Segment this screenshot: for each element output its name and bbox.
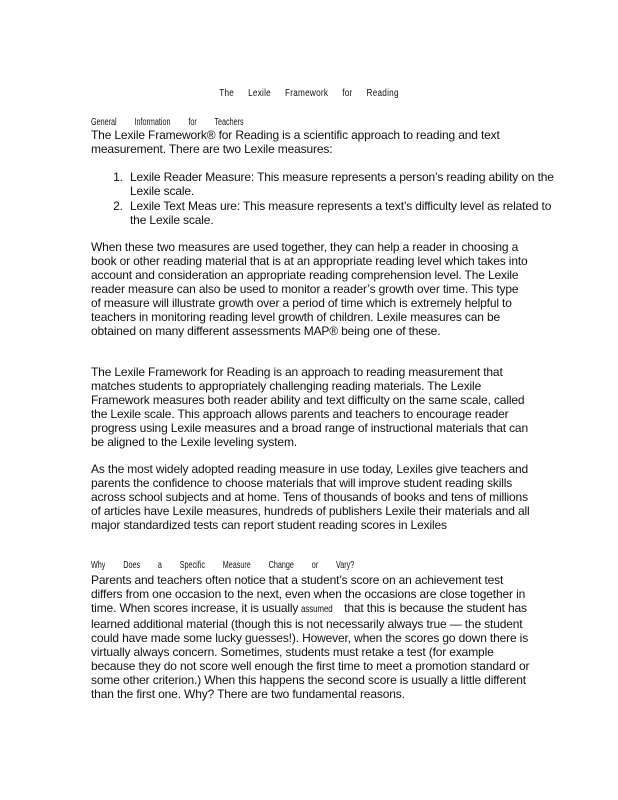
paragraph-text-end: that this is because the student has learned additional material (though this is not necessarily always true — the student could have made some lucky guesses!). However, when the scores go down there is virtually always concern. Sometimes, students must retake a test (for example because they do not score well enough the first time to meet a promotion standard or some other criterion.) When this happens the second score is usually a little different than the first one. Why? There are two fundamental reasons. bbox=[91, 601, 530, 701]
paragraph-text bbox=[91, 573, 531, 701]
intro-text: The Lexile Framework® for Reading is a scientific approach to reading and text measurement. There are two Lexile measures: bbox=[91, 128, 500, 156]
paragraph-text-start: Parents and teachers often notice that a student’s score on an achievement test differs from one occasion to the next, even when the occasions are close together in time. When scores increase, it is usually bbox=[91, 573, 526, 615]
paragraph-score-change bbox=[91, 573, 531, 701]
list-item-text-measure: 2. Lexile Text Meas ure: This measure represents a text’s difficulty level as related to the Lexile scale. bbox=[126, 199, 556, 227]
paragraph-text: As the most widely adopted reading measure in use today, Lexiles give teachers and parents the confidence to choose materials that will improve student reading skills across school subjects and at home. Tens of thousands of books and tens of millions of articles have Lexile measures, hundreds of publishers Lexile their materials and all major standardized tests can report student reading scores in Lexiles bbox=[91, 462, 530, 532]
paragraph-widely-adopted bbox=[91, 462, 531, 532]
section-heading-why: Why Does a Specific Measure Change or Vary? bbox=[91, 560, 355, 571]
document-title: The Lexile Framework for Reading bbox=[219, 88, 399, 99]
paragraph-measures-together bbox=[91, 240, 531, 338]
list-item-reader-measure: 1. Lexile Reader Measure: This measure represents a person’s reading ability on the Lexile scale. bbox=[126, 170, 556, 198]
section-heading-general: General Information for Teachers bbox=[91, 117, 244, 128]
intro-paragraph bbox=[91, 128, 531, 156]
assumed-word: assumed bbox=[301, 604, 334, 615]
measures-list bbox=[91, 170, 556, 228]
paragraph-text: The Lexile Framework for Reading is an approach to reading measurement that matches students to appropriately challenging reading materials. The Lexile Framework measures both reader ability and text difficulty on the same scale, called the Lexile scale. This approach allows parents and teachers to encourage reader progress using Lexile measures and a broad range of instructional materials that can be aligned to the Lexile leveling system. bbox=[91, 365, 528, 449]
paragraph-framework-approach bbox=[91, 365, 531, 449]
paragraph-text: When these two measures are used together, they can help a reader in choosing a book or other reading material that is at an appropriate reading level which takes into account and consideration an appropriate reading comprehension level. The Lexile reader measure can also be used to monitor a reader’s growth over time. This type of measure will illustrate growth over a period of time which is extremely helpful to teachers in monitoring reading level growth of children. Lexile measures can be obtained on many different assessments MAP® being one of these. bbox=[91, 240, 528, 338]
